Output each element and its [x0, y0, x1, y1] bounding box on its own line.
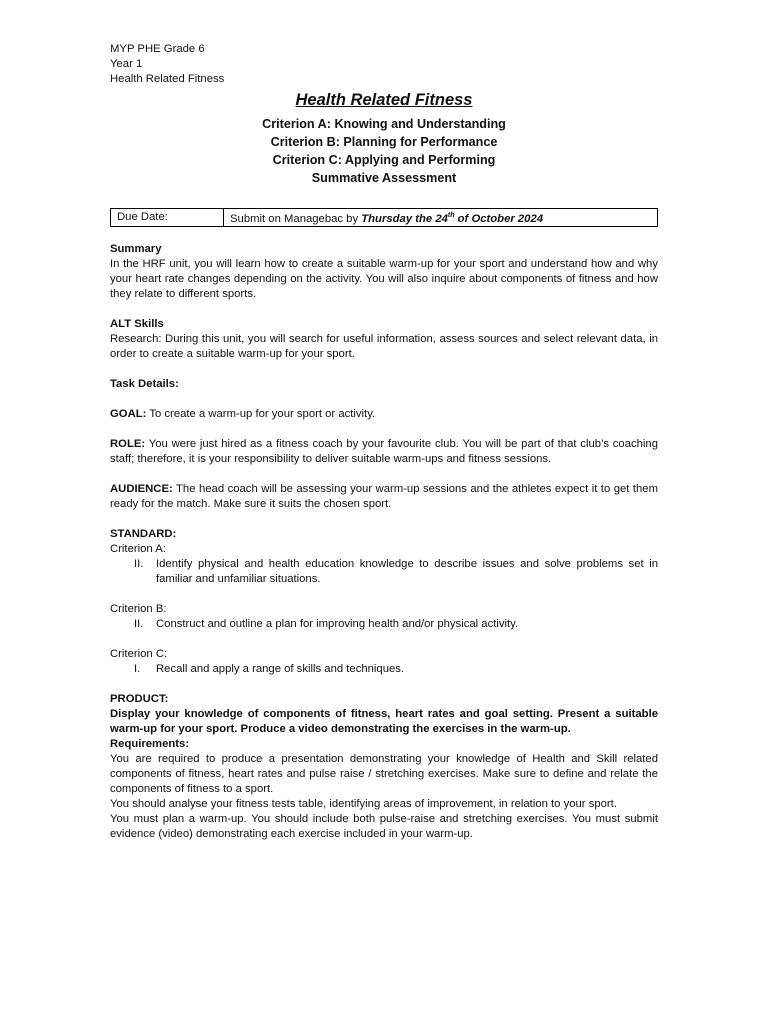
alt-skills-text: Research: During this unit, you will search for useful information, assess sources and select relevant data, in order to create a suitable warm-up for your sport.	[110, 332, 658, 360]
criterion-a-item	[110, 557, 658, 587]
criterion-c-title: Criterion C: Applying and Performing	[272, 153, 496, 167]
header-year: Year 1	[110, 58, 143, 70]
criterion-c-text: Recall and apply a range of skills and techniques.	[156, 662, 405, 675]
role-section	[110, 437, 658, 467]
due-date-main: Thursday the 24	[361, 212, 448, 225]
requirements-paragraph-1: You are required to produce a presentation demonstrating your knowledge of Health and Skill related components of fitness, heart rates and pulse raise / stretching exercises. Make sure to define and relate the components of fitness to a sport.	[110, 752, 658, 795]
alt-skills-heading: ALT Skills	[110, 317, 164, 330]
due-date-sup: th	[447, 212, 455, 219]
standard-section	[110, 527, 658, 587]
product-text: Display your knowledge of components of fitness, heart rates and goal setting. Present a suitable warm-up for your sport. Produce a video demonstrating the exercises in the warm-up.	[110, 707, 658, 735]
product-section	[110, 692, 658, 842]
criterion-c-label: Criterion C:	[110, 647, 168, 660]
requirements-heading: Requirements:	[110, 737, 190, 750]
header-course: MYP PHE Grade 6	[110, 43, 205, 55]
requirements-paragraph-2: You should analyse your fitness tests table, identifying areas of improvement, in relation to your sport.	[110, 797, 617, 810]
assessment-type: Summative Assessment	[311, 171, 457, 185]
criterion-c-item	[110, 662, 658, 677]
summary-section	[110, 242, 658, 302]
goal-label: GOAL:	[110, 407, 147, 420]
criterion-a-number: II.	[134, 557, 144, 570]
due-date-value	[224, 209, 658, 227]
criterion-b-block	[110, 602, 658, 632]
role-label: ROLE:	[110, 437, 146, 450]
criterion-a-label: Criterion A:	[110, 542, 166, 555]
alt-skills-section	[110, 317, 658, 362]
criterion-a-text: Identify physical and health education knowledge to describe issues and solve problems set in familiar and unfamiliar situations.	[156, 557, 658, 585]
criterion-b-number: II.	[134, 617, 144, 630]
criterion-b-item	[110, 617, 658, 632]
due-date-prefix: Submit on Managebac by	[230, 212, 362, 225]
due-date-label: Due Date:	[111, 209, 224, 227]
due-date-row	[111, 209, 658, 227]
role-text: You were just hired as a fitness coach by your favourite club. You will be part of that club’s coaching staff; therefore, it is your responsibility to deliver suitable warm-ups and fitness sessions.	[110, 437, 658, 465]
criterion-b-title: Criterion B: Planning for Performance	[270, 135, 498, 149]
summary-heading: Summary	[110, 242, 162, 255]
criteria-list	[110, 115, 658, 187]
product-heading: PRODUCT:	[110, 692, 169, 705]
due-date-table	[110, 208, 658, 227]
goal-text: To create a warm-up for your sport or activity.	[146, 407, 376, 420]
criterion-b-label: Criterion B:	[110, 602, 167, 615]
criterion-c-block	[110, 647, 658, 677]
criterion-a-title: Criterion A: Knowing and Understanding	[262, 117, 506, 131]
audience-label: AUDIENCE:	[110, 482, 173, 495]
due-date-end: of October 2024	[454, 212, 544, 225]
document-title: Health Related Fitness	[295, 91, 473, 109]
audience-section	[110, 482, 658, 512]
goal-section	[110, 407, 658, 422]
standard-heading: STANDARD:	[110, 527, 177, 540]
task-details-heading-block	[110, 377, 658, 392]
header-unit: Health Related Fitness	[110, 73, 225, 85]
criterion-c-number: I.	[134, 662, 141, 675]
summary-text: In the HRF unit, you will learn how to create a suitable warm-up for your sport and understand how and why your heart rate changes depending on the activity. You will also inquire about components of fitness and how they relate to different sports.	[110, 257, 658, 300]
requirements-paragraph-3: You must plan a warm-up. You should include both pulse-raise and stretching exercises. You must submit evidence (video) demonstrating each exercise included in your warm-up.	[110, 812, 658, 840]
document-header	[110, 42, 658, 87]
criterion-b-text: Construct and outline a plan for improving health and/or physical activity.	[156, 617, 519, 630]
task-details-heading: Task Details:	[110, 377, 179, 390]
audience-text: The head coach will be assessing your warm-up sessions and the athletes expect it to get them ready for the match. Make sure it suits the chosen sport.	[110, 482, 658, 510]
